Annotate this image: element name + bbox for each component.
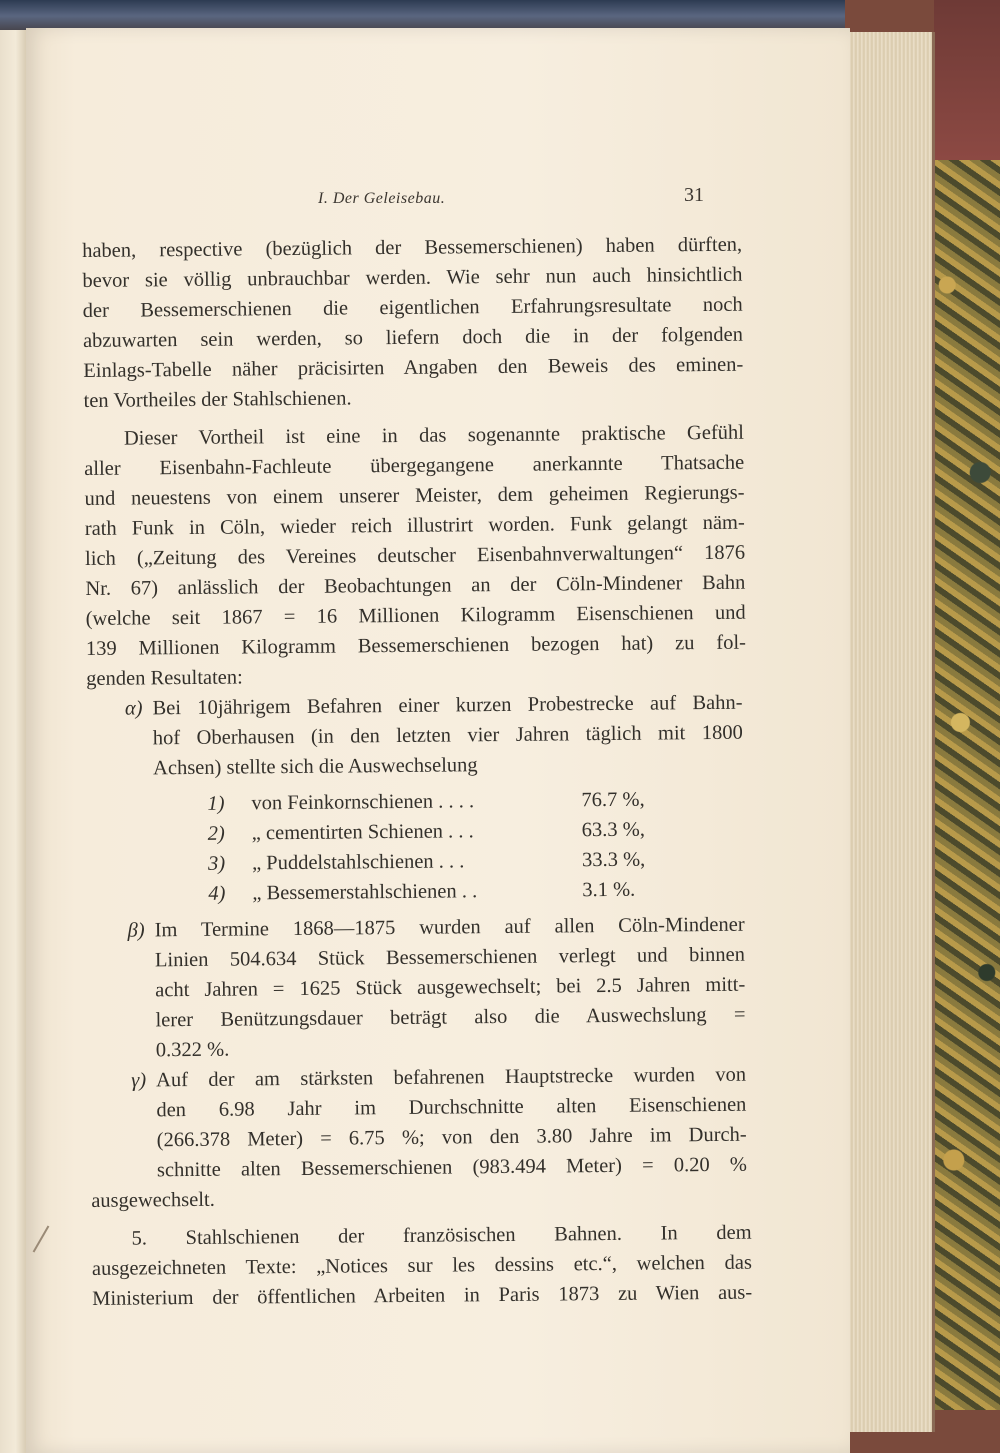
- sub-value: 3.1 %.: [582, 878, 636, 902]
- text-line: ausgezeichneten Texte: „Notices sur les dessins etc.“, welchen das: [91, 1251, 752, 1280]
- page-stack-edge: [850, 32, 935, 1432]
- sub-label: von Feinkornschienen . . . .: [251, 790, 475, 815]
- text-line: den 6.98 Jahr im Durchschnitte alten Eisenschienen: [156, 1093, 747, 1122]
- page-crease: [33, 1226, 50, 1253]
- sub-number: 4): [208, 882, 226, 905]
- sub-label: „ cementirten Schienen . . .: [251, 820, 474, 845]
- text-line: Auf der am stärksten befahrenen Hauptstrecke wurden von: [156, 1063, 747, 1092]
- sub-value: 33.3 %,: [581, 848, 646, 872]
- text-line: aller Eisenbahn-Fachleute übergegangene anerkannte Thatsache: [84, 451, 745, 480]
- list-marker: γ): [131, 1069, 147, 1092]
- text-line: Im Termine 1868—1875 wurden auf allen Cöln-Mindener: [154, 913, 745, 942]
- text-line: 5. Stahlschienen der französischen Bahnen. In dem: [131, 1221, 752, 1250]
- list-item-alpha: [86, 688, 748, 910]
- text-line: (welche seit 1867 = 16 Millionen Kilogramm Eisenschienen und: [85, 601, 746, 630]
- text-line: 139 Millionen Kilogramm Bessemerschienen bezogen hat) zu fol-: [85, 631, 747, 660]
- paragraph-2: [84, 418, 747, 694]
- text-line: lich („Zeitung des Vereines deutscher Eisenbahnverwaltungen“ 1876: [84, 541, 746, 570]
- left-page-edge: [0, 30, 26, 1453]
- list-marker: β): [127, 919, 145, 942]
- sub-label: „ Bessemerstahlschienen . .: [252, 880, 478, 905]
- paragraph-1: [82, 230, 744, 416]
- book-page: [26, 28, 850, 1453]
- sub-number: 2): [207, 822, 225, 845]
- sub-value: 76.7 %,: [581, 788, 645, 812]
- running-header: [26, 180, 850, 220]
- text-line: (266.378 Meter) = 6.75 %; von den 3.80 Jahre im Durch-: [156, 1123, 747, 1152]
- text-line: Dieser Vortheil ist eine in das sogenannte praktische Gefühl: [123, 421, 745, 450]
- text-line: genden Resultaten:: [86, 666, 243, 690]
- list-item-gamma: [90, 1060, 751, 1216]
- sub-number: 1): [207, 792, 225, 815]
- text-line: schnitte alten Bessemerschienen (983.494 Meter) = 0.20 %: [156, 1153, 748, 1182]
- page-number: 31: [684, 184, 704, 206]
- text-line: lerer Benützungsdauer beträgt also die Auswechslung =: [155, 1003, 746, 1032]
- replacement-list: [87, 784, 748, 910]
- text-line: Achsen) stellte sich die Auswechselung: [153, 754, 478, 780]
- list-item: [88, 874, 748, 910]
- sub-label: „ Puddelstahlschienen . . .: [251, 850, 465, 875]
- text-line: ten Vortheiles der Stahlschienen.: [83, 387, 352, 412]
- body-text: [82, 230, 752, 1314]
- list-item-beta: [89, 910, 750, 1066]
- header-title: I. Der Geleisebau.: [318, 190, 446, 207]
- text-line: abzuwarten sein werden, so liefern doch die in der folgenden: [82, 323, 744, 352]
- text-line: der Bessemerschienen die eigentlichen Erfahrungsresultate noch: [82, 293, 743, 322]
- text-line: rath Funk in Cöln, wieder reich illustrirt worden. Funk gelangt näm-: [84, 511, 745, 540]
- paragraph-3: [91, 1218, 752, 1314]
- text-line: Ministerium der öffentlichen Arbeiten in Paris 1873 zu Wien aus-: [92, 1281, 753, 1310]
- text-line: ausgewechselt.: [91, 1188, 215, 1212]
- text-line: Nr. 67) anlässlich der Beobachtungen an der Cöln-Mindener Bahn: [85, 571, 746, 600]
- text-line: Einlags-Tabelle näher präcisirten Angaben den Beweis des eminen-: [83, 353, 744, 382]
- sub-number: 3): [207, 852, 226, 875]
- text-line: acht Jahren = 1625 Stück ausgewechselt; bei 2.5 Jahren mitt-: [155, 973, 746, 1002]
- marbled-edge: [934, 160, 1000, 1410]
- text-line: bevor sie völlig unbrauchbar werden. Wie sehr nun auch hinsichtlich: [82, 263, 743, 292]
- text-line: hof Oberhausen (in den letzten vier Jahren täglich mit 1800: [152, 721, 743, 750]
- text-line: 0.322 %.: [155, 1038, 230, 1062]
- text-line: Linien 504.634 Stück Bessemerschienen verlegt und binnen: [154, 943, 746, 972]
- red-spine: [934, 0, 1000, 170]
- list-marker: α): [124, 697, 143, 720]
- text-line: Bei 10jährigem Befahren einer kurzen Probestrecke auf Bahn-: [152, 691, 743, 720]
- text-line: haben, respective (bezüglich der Bessemerschienen) haben dürften,: [82, 233, 743, 262]
- sub-value: 63.3 %,: [581, 818, 646, 842]
- text-line: und neuestens von einem unserer Meister, dem geheimen Regierungs-: [84, 481, 745, 510]
